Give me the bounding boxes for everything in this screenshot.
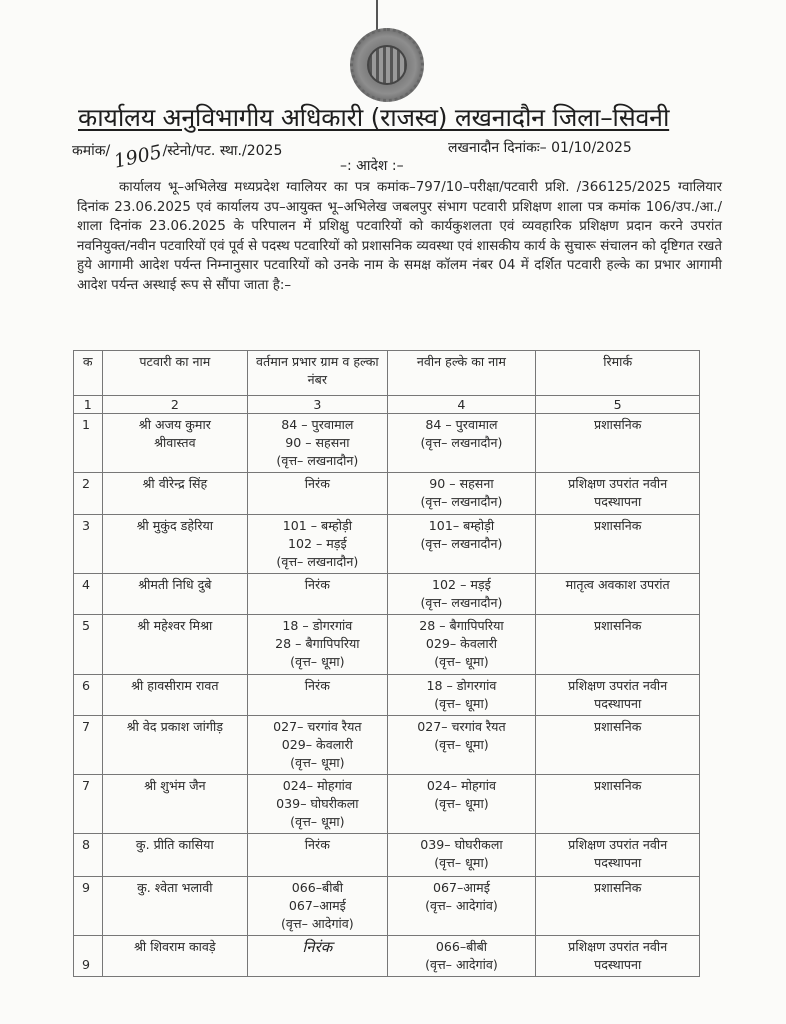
order-body-paragraph: कार्यालय भू–अभिलेख मध्यप्रदेश ग्वालियर का पत्र कमांक–797/10–परीक्षा/पटवारी प्रशि. /366125/2025 ग्वालियार दिनांक 23.06.2025 एवं कार्यालय उप–आयुक्त भू–अभिलेख जबलपुर संभाग पटवारी प्रशिक्षण शाला पत्र कमांक 106/उप./आ./शाला दिनांक 23.06.2025 के परिपालन में प्रशिक्षु पटवारियों को कार्यकुशलता एवं व्यवहारिक प्रशिक्षण प्रदान करने उपरांत नवनियुक्त/नवीन पटवारियों एवं पूर्व से पदस्थ पटवारियों को प्रशासनिक व्यवस्था एवं शासकीय कार्य के सुचारू संचालन को दृष्टिगत रखते हुये आगामी आदेश पर्यन्त निम्नानुसार पटवारियों को उनके नाम के समक्ष कॉलम नंबर 04 में दर्शित पटवारी हल्के का प्रभार आगामी आदेश पर्यन्त अस्थाई रूप से सौंपा जाता है:– <box>77 180 722 293</box>
cell-line: 039– घोघरीकला <box>276 796 359 811</box>
table-row <box>74 414 700 473</box>
current-charge-cell <box>248 473 387 515</box>
new-halka-cell <box>387 936 536 977</box>
cell-line: 2 <box>82 476 91 491</box>
government-emblem-seal <box>350 28 424 102</box>
serial-number-cell <box>74 414 103 473</box>
new-halka-cell <box>387 775 536 834</box>
cell-line: 027– चरगांव रैयत <box>417 719 506 734</box>
cell-line: पदस्थापना <box>594 494 642 509</box>
cell-line: 024– मोहगांव <box>426 778 497 793</box>
remark-cell <box>536 615 700 675</box>
cell-line: 8 <box>82 837 91 852</box>
cell-line: (वृत्त– लखनादौन) <box>420 595 503 610</box>
patwari-name-cell <box>102 775 248 834</box>
column-number: 2 <box>102 396 248 414</box>
cell-line: 067–आमई <box>432 880 490 895</box>
current-charge-cell <box>248 515 387 574</box>
header-cell: वर्तमान प्रभार ग्राम व हल्का नंबर <box>248 351 387 396</box>
new-halka-cell <box>387 877 536 936</box>
cell-line: 28 – बैगापिपरिया <box>275 636 360 651</box>
cell-line: निरंक <box>304 476 330 491</box>
cell-line: 101 – बम्होड़ी <box>282 518 352 533</box>
cell-line: प्रशासनिक <box>593 618 642 633</box>
table-header-row <box>74 351 700 396</box>
current-charge-cell <box>248 615 387 675</box>
remark-cell <box>536 675 700 716</box>
table-row <box>74 877 700 936</box>
current-charge-cell <box>248 414 387 473</box>
current-charge-cell <box>248 675 387 716</box>
patwari-name-cell <box>102 515 248 574</box>
cell-line: (वृत्त– लखनादौन) <box>276 554 359 569</box>
cell-line: प्रशासनिक <box>593 518 642 533</box>
column-number: 1 <box>74 396 103 414</box>
reference-number <box>72 138 283 173</box>
header-cell: पटवारी का नाम <box>102 351 248 396</box>
remark-cell <box>536 877 700 936</box>
cell-line: 18 – डोगरगांव <box>426 678 497 693</box>
cell-line: श्री महेश्वर मिश्रा <box>137 618 213 633</box>
new-halka-cell <box>387 834 536 877</box>
serial-number-cell <box>74 775 103 834</box>
cell-line: (वृत्त– धूमा) <box>434 696 489 711</box>
cell-line: 039– घोघरीकला <box>420 837 503 852</box>
serial-number-cell <box>74 877 103 936</box>
staple-mark <box>376 0 378 30</box>
remark-cell <box>536 775 700 834</box>
cell-line: (वृत्त– धूमा) <box>290 755 345 770</box>
patwari-name-cell <box>102 877 248 936</box>
cell-line: (वृत्त– लखनादौन) <box>420 494 503 509</box>
column-number-row <box>74 396 700 414</box>
new-halka-cell <box>387 675 536 716</box>
cell-line: (वृत्त– धूमा) <box>434 737 489 752</box>
patwari-name-cell <box>102 716 248 775</box>
cell-line: कु. प्रीति कासिया <box>135 837 214 852</box>
cell-line: पदस्थापना <box>594 696 642 711</box>
table-row <box>74 834 700 877</box>
cell-line: 84 – पुरवामाल <box>425 417 498 432</box>
cell-line: 067–आमई <box>288 898 346 913</box>
cell-line: 7 <box>82 719 91 734</box>
cell-line: (वृत्त– आदेगांव) <box>425 898 498 913</box>
remark-cell <box>536 834 700 877</box>
cell-line: श्रीवास्तव <box>154 435 196 450</box>
cell-line: 90 – सहसना <box>285 435 350 450</box>
cell-line: मातृत्व अवकाश उपरांत <box>565 577 670 592</box>
remark-cell <box>536 716 700 775</box>
cell-line: श्री वीरेन्द्र सिंह <box>142 476 208 491</box>
serial-number-cell <box>74 615 103 675</box>
ref-prefix: कमांक/ <box>72 143 111 159</box>
cell-line: 027– चरगांव रैयत <box>273 719 362 734</box>
cell-line: 9 <box>82 957 91 972</box>
current-charge-cell <box>248 716 387 775</box>
cell-line: श्री अजय कुमार <box>138 417 211 432</box>
ref-suffix: /स्टेनो/पट. स्था./2025 <box>162 143 283 159</box>
cell-line: 1 <box>82 417 91 432</box>
cell-line: प्रशिक्षण उपरांत नवीन <box>568 476 668 491</box>
cell-line: प्रशिक्षण उपरांत नवीन <box>568 939 668 954</box>
cell-line: (वृत्त– आदेगांव) <box>280 916 354 931</box>
cell-line: 066–बीबी <box>291 880 343 895</box>
column-number: 4 <box>387 396 536 414</box>
cell-line: प्रशासनिक <box>593 417 642 432</box>
cell-line: (वृत्त– लखनादौन) <box>276 453 359 468</box>
column-number: 5 <box>536 396 700 414</box>
handwritten-text: निरंक <box>302 938 333 956</box>
cell-line: पदस्थापना <box>594 855 642 870</box>
new-halka-cell <box>387 716 536 775</box>
table-row <box>74 675 700 716</box>
serial-number-cell <box>74 834 103 877</box>
remark-cell <box>536 473 700 515</box>
table-row <box>74 473 700 515</box>
order-heading: –: आदेश :– <box>340 158 404 174</box>
cell-line: 066–बीबी <box>435 939 488 954</box>
new-halka-cell <box>387 574 536 615</box>
cell-line: (वृत्त– धूमा) <box>290 814 345 829</box>
cell-line: 102 – मड़ई <box>287 536 347 551</box>
serial-number-cell <box>74 936 103 977</box>
cell-line: 6 <box>82 678 91 693</box>
cell-line: निरंक <box>304 837 330 852</box>
cell-line: श्री शुभंम जैन <box>144 778 206 793</box>
cell-line: (वृत्त– लखनादौन) <box>420 435 503 450</box>
patwari-name-cell <box>102 414 248 473</box>
current-charge-cell <box>248 834 387 877</box>
serial-number-cell <box>74 716 103 775</box>
cell-line: प्रशासनिक <box>593 719 642 734</box>
date-line: लखनादौन दिनांकः– 01/10/2025 <box>448 140 632 156</box>
current-charge-cell <box>248 775 387 834</box>
cell-line: 9 <box>82 880 91 895</box>
current-charge-cell <box>248 574 387 615</box>
cell-line: (वृत्त– धूमा) <box>434 654 489 669</box>
cell-line: (वृत्त– धूमा) <box>434 796 489 811</box>
cell-line: श्रीमती निधि दुबे <box>138 577 212 592</box>
patwari-name-cell <box>102 675 248 716</box>
cell-line: श्री वेद प्रकाश जांगीड़ <box>126 719 223 734</box>
patwari-name-cell <box>102 473 248 515</box>
cell-line: (वृत्त– धूमा) <box>434 855 489 870</box>
remark-cell <box>536 515 700 574</box>
cell-line: निरंक <box>304 577 330 592</box>
cell-line: 029– केवलारी <box>425 636 498 651</box>
cell-line: प्रशिक्षण उपरांत नवीन <box>568 678 668 693</box>
cell-line: प्रशासनिक <box>593 880 642 895</box>
serial-number-cell <box>74 515 103 574</box>
serial-number-cell <box>74 574 103 615</box>
serial-number-cell <box>74 473 103 515</box>
remark-cell <box>536 574 700 615</box>
table-row <box>74 775 700 834</box>
cell-line: निरंक <box>304 678 330 693</box>
patwari-name-cell <box>102 936 248 977</box>
cell-line: 18 – डोगरगांव <box>282 618 353 633</box>
cell-line: 90 – सहसना <box>429 476 494 491</box>
cell-line: 4 <box>82 577 91 592</box>
handwritten-ref-number: 1905 <box>112 141 165 173</box>
cell-line: श्री शिवराम कावड़े <box>134 939 216 954</box>
cell-line: प्रशिक्षण उपरांत नवीन <box>568 837 668 852</box>
cell-line: 101– बम्होड़ी <box>428 518 495 533</box>
cell-line: श्री हावसीराम रावत <box>131 678 219 693</box>
cell-line: 3 <box>82 518 91 533</box>
cell-line: 102 – मड़ई <box>432 577 491 592</box>
remark-cell <box>536 414 700 473</box>
column-number: 3 <box>248 396 387 414</box>
cell-line: 024– मोहगांव <box>282 778 352 793</box>
new-halka-cell <box>387 615 536 675</box>
patwari-assignment-table <box>73 350 700 977</box>
header-cell: नवीन हल्के का नाम <box>387 351 536 396</box>
cell-line: प्रशासनिक <box>593 778 642 793</box>
cell-line: (वृत्त– लखनादौन) <box>420 536 503 551</box>
current-charge-cell <box>248 936 387 977</box>
table-row <box>74 716 700 775</box>
cell-line: श्री मुकुंद डहेरिया <box>136 518 214 533</box>
current-charge-cell <box>248 877 387 936</box>
emblem-center <box>367 45 407 85</box>
cell-line: 5 <box>82 618 91 633</box>
new-halka-cell <box>387 414 536 473</box>
new-halka-cell <box>387 515 536 574</box>
table-row <box>74 615 700 675</box>
cell-line: 84 – पुरवामाल <box>281 417 354 432</box>
cell-line: (वृत्त– आदेगांव) <box>425 957 498 972</box>
remark-cell <box>536 936 700 977</box>
cell-line: कु. श्वेता भलावी <box>137 880 213 895</box>
cell-line: (वृत्त– धूमा) <box>290 654 345 669</box>
office-title: कार्यालय अनुविभागीय अधिकारी (राजस्व) लखनादौन जिला–सिवनी <box>78 103 670 132</box>
cell-line: 28 – बैगापिपरिया <box>419 618 504 633</box>
table-row <box>74 936 700 977</box>
header-cell: क <box>74 351 103 396</box>
patwari-name-cell <box>102 834 248 877</box>
patwari-name-cell <box>102 615 248 675</box>
table-row <box>74 574 700 615</box>
new-halka-cell <box>387 473 536 515</box>
table-row <box>74 515 700 574</box>
cell-line: पदस्थापना <box>594 957 642 972</box>
cell-line: 029– केवलारी <box>281 737 353 752</box>
serial-number-cell <box>74 675 103 716</box>
cell-line: 7 <box>82 778 91 793</box>
header-cell: रिमार्क <box>536 351 700 396</box>
patwari-name-cell <box>102 574 248 615</box>
